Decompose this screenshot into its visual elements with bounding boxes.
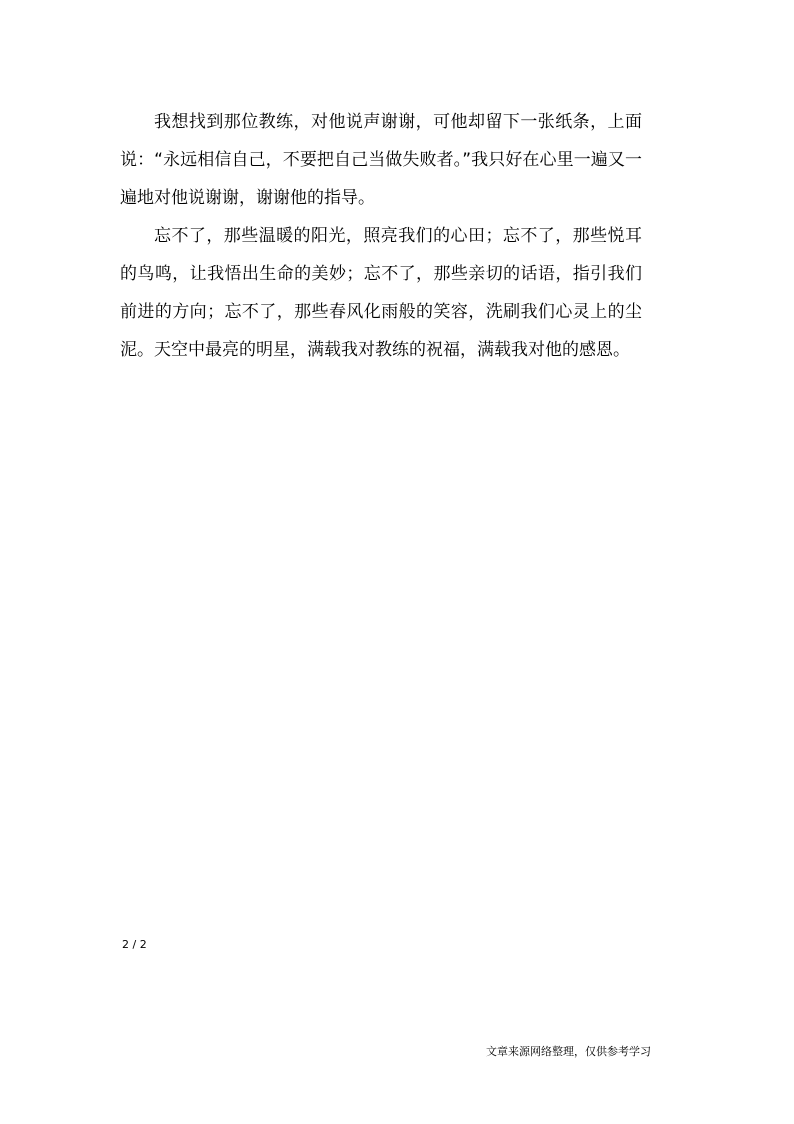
footer-note: 文章来源网络整理，仅供参考学习 bbox=[486, 1045, 651, 1058]
paragraph: 忘不了，那些温暖的阳光，照亮我们的心田；忘不了，那些悦耳的鸟鸣，让我悟出生命的美妙；忘不了，那些亲切的话语，指引我们前进的方向；忘不了，那些春风化雨般的笑容，洗刷我们心灵上的尘泥。天空中最亮的明星，满载我对教练的祝福，满载我对他的感恩。 bbox=[120, 226, 642, 360]
page-number: 2 / 2 bbox=[122, 938, 147, 951]
document-body bbox=[120, 103, 642, 369]
paragraph: 我想找到那位教练，对他说声谢谢，可他却留下一张纸条，上面说：“永远相信自己，不要把自己当做失败者。”我只好在心里一遍又一遍地对他说谢谢，谢谢他的指导。 bbox=[120, 112, 642, 208]
